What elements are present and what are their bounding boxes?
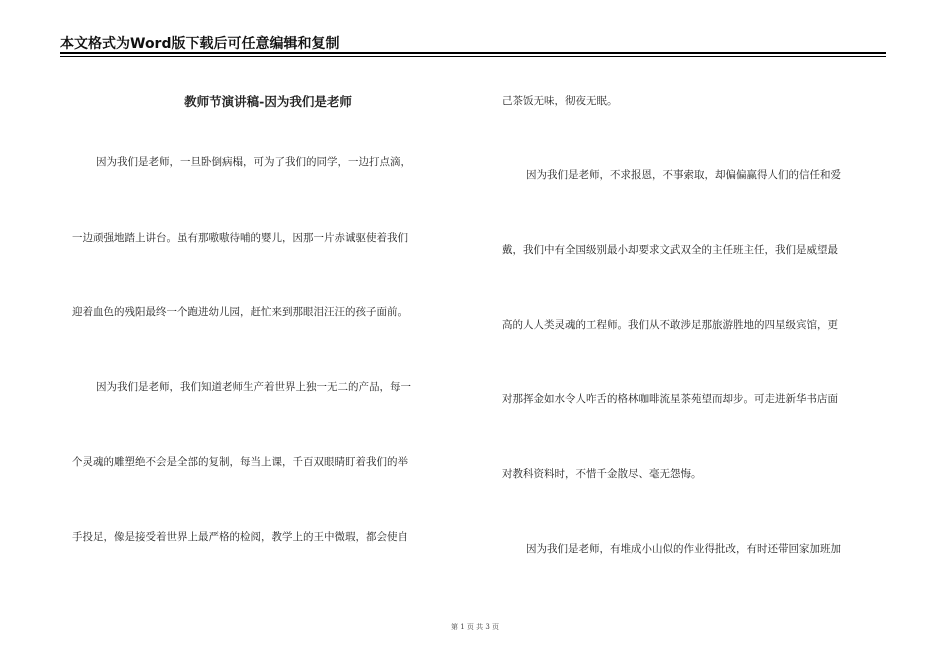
- paragraph-line: 戴，我们中有全国级别最小却要求文武双全的主任班主任，我们是威望最: [502, 244, 838, 256]
- paragraph-line: 一边顽强地踏上讲台。虽有那嗷嗷待哺的婴儿，因那一片赤诚驱使着我们: [72, 232, 408, 244]
- header-rule-thin: [60, 56, 886, 57]
- paragraph-line: 对教科资料时，不惜千金散尽、毫无怨悔。: [502, 468, 702, 480]
- paragraph-line: 因为我们是老师，我们知道老师生产着世界上独一无二的产品，每一: [96, 381, 411, 393]
- header-rule-thick: [60, 52, 886, 54]
- paragraph-line: 因为我们是老师，有堆成小山似的作业得批改，有时还带回家加班加: [526, 543, 841, 555]
- paragraph-line: 对那挥金如水令人咋舌的格林咖啡流星茶苑望而却步。可走进新华书店面: [502, 393, 838, 405]
- paragraph-line: 己茶饭无味，彻夜无眠。: [502, 95, 618, 107]
- paragraph-line: 个灵魂的雕塑绝不会是全部的复制，每当上课，千百双眼睛盯着我们的举: [72, 456, 408, 468]
- paragraph-line: 因为我们是老师，一旦卧倒病榻，可为了我们的同学，一边打点滴，: [96, 156, 411, 168]
- paragraph-line: 高的人人类灵魂的工程师。我们从不敢涉足那旅游胜地的四星级宾馆，更: [502, 319, 838, 331]
- paragraph-line: 手投足，像是接受着世界上最严格的检阅，教学上的王中微瑕，都会使自: [72, 531, 408, 543]
- page-number: 第 1 页 共 3 页: [450, 623, 500, 631]
- document-banner: 本文格式为Word版下载后可任意编辑和复制: [60, 36, 340, 52]
- paragraph-line: 迎着血色的残阳最终一个跑进幼儿园，赶忙来到那眼泪汪汪的孩子面前。: [72, 306, 408, 318]
- paragraph-line: 因为我们是老师，不求报恩，不事索取，却偏偏赢得人们的信任和爱: [526, 169, 841, 181]
- article-title: 教师节演讲稿-因为我们是老师: [184, 94, 352, 109]
